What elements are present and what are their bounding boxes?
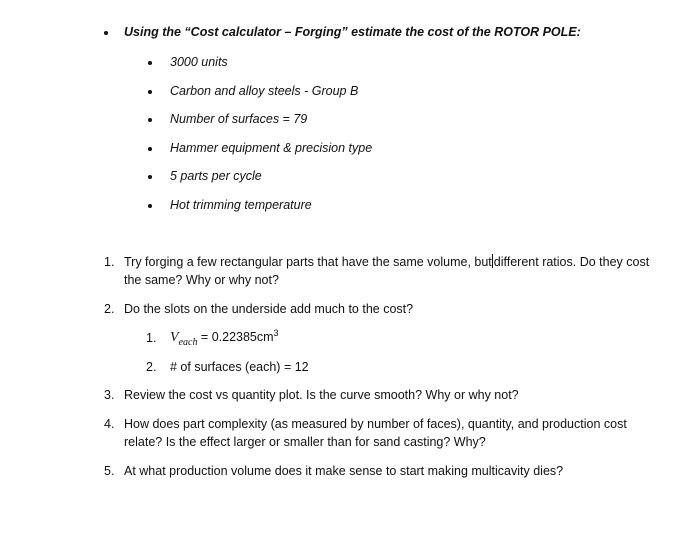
- subitem-number: 1.: [146, 331, 157, 345]
- question-1-text-part1: Try forging a few rectangular parts that have the same volume, but: [124, 255, 492, 269]
- question-5-text: At what production volume does it make sense to start making multicavity dies?: [124, 464, 564, 478]
- volume-unit-exponent: 3: [273, 328, 279, 338]
- subitem-number: 2.: [146, 360, 157, 374]
- intro-item-bullet: [148, 61, 152, 65]
- question-number: 3.: [104, 388, 115, 402]
- question-1-text-part2: different ratios. Do they cost the same? Why or why not?: [124, 255, 650, 287]
- intro-item-bullet: [148, 147, 152, 151]
- surfaces-each-value: # of surfaces (each) = 12: [170, 360, 309, 374]
- question-number: 5.: [104, 464, 115, 478]
- question-number: 2.: [104, 302, 115, 316]
- volume-each-value: [170, 328, 279, 348]
- intro-item-material: Carbon and alloy steels - Group B: [170, 84, 359, 98]
- intro-item-surfaces: Number of surfaces = 79: [170, 112, 308, 126]
- volume-variable: [170, 330, 198, 348]
- intro-heading: Using the “Cost calculator – Forging” estimate the cost of the ROTOR POLE:: [124, 25, 581, 39]
- intro-item-bullet: [148, 90, 152, 94]
- intro-bullet: [104, 31, 108, 35]
- intro-item-bullet: [148, 175, 152, 179]
- volume-subscript: each: [178, 336, 198, 348]
- question-1-text: [124, 253, 654, 289]
- intro-item-trimming: Hot trimming temperature: [170, 198, 312, 212]
- volume-text: = 0.22385cm: [197, 330, 274, 345]
- question-4-text: How does part complexity (as measured by number of faces), quantity, and production cost relate? Is the effect larger or smaller than for sand casting? Why?: [124, 417, 627, 449]
- intro-item-parts-per-cycle: 5 parts per cycle: [170, 169, 262, 183]
- question-number: 1.: [104, 255, 115, 269]
- question-3-text: Review the cost vs quantity plot. Is the curve smooth? Why or why not?: [124, 388, 519, 402]
- question-2-text: Do the slots on the underside add much to the cost?: [124, 302, 414, 316]
- intro-item-bullet: [148, 118, 152, 122]
- question-number: 4.: [104, 417, 115, 431]
- intro-item-equipment: Hammer equipment & precision type: [170, 141, 373, 155]
- intro-item-bullet: [148, 204, 152, 208]
- intro-item-units: 3000 units: [170, 55, 228, 69]
- volume-symbol: V: [170, 330, 179, 346]
